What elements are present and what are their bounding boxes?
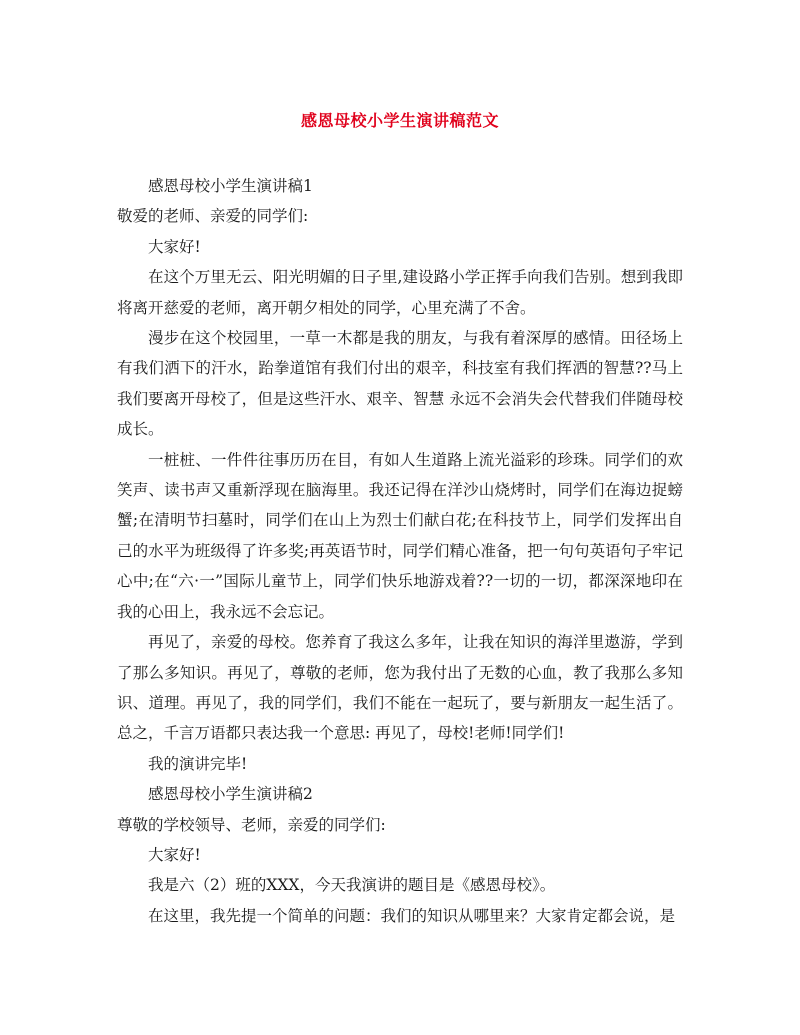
paragraph: 大家好! — [148, 845, 201, 864]
paragraph: 漫步在这个校园里，一草一木都是我的朋友，与我有着深厚的感情。田径场上有我们洒下的汗水，跆拳道馆有我们付出的艰辛，科技室有我们挥洒的智慧??马上我们要离开母校了，但是这些汗水、艰辛、智慧 永远不会消失会代替我们伴随母校成长。 — [117, 329, 683, 439]
paragraph: 敬爱的老师、亲爱的同学们: — [117, 207, 309, 226]
paragraph: 在这个万里无云、阳光明媚的日子里,建设路小学正挥手向我们告别。想到我即将离开慈爱的老师，离开朝夕相处的同学，心里充满了不舍。 — [117, 268, 683, 317]
paragraph: 我是六（2）班的XXX，今天我演讲的题目是《感恩母校》。 — [148, 876, 556, 895]
paragraph: 感恩母校小学生演讲稿1 — [148, 177, 313, 195]
paragraph: 我的演讲完毕! — [148, 754, 248, 773]
paragraph: 一桩桩、一件件往事历历在目，有如人生道路上流光溢彩的珍珠。同学们的欢笑声、读书声又重新浮现在脑海里。我还记得在洋沙山烧烤时，同学们在海边捉螃蟹;在清明节扫墓时，同学们在山上为烈士们献白花;在科技节上，同学们发挥出自己的水平为班级得了许多奖;再英语节时，同学们精心准备，把一句句英语句子牢记心中;在“六·一”国际儿童节上，同学们快乐地游戏着??一切的一切，都深深地印在我的心田上，我永远不会忘记。 — [117, 450, 683, 621]
document-title: 感恩母校小学生演讲稿范文 — [300, 111, 499, 130]
paragraph: 感恩母校小学生演讲稿2 — [148, 785, 313, 804]
paragraph: 尊敬的学校领导、老师，亲爱的同学们: — [117, 815, 386, 834]
document-body — [117, 171, 683, 931]
paragraph: 在这里，我先提一个简单的问题：我们的知识从哪里来？大家肯定都会说，是 — [148, 906, 676, 925]
paragraph: 大家好! — [148, 237, 201, 256]
paragraph: 再见了，亲爱的母校。您养育了我这么多年，让我在知识的海洋里遨游，学到了那么多知识。再见了，尊敬的老师，您为我付出了无数的心血，教了我那么多知识、道理。再见了，我的同学们，我们不能在一起玩了，要与新朋友一起生活了。总之，千言万语都只表达我一个意思: 再见了，母校!老师!同学们! — [117, 633, 683, 743]
